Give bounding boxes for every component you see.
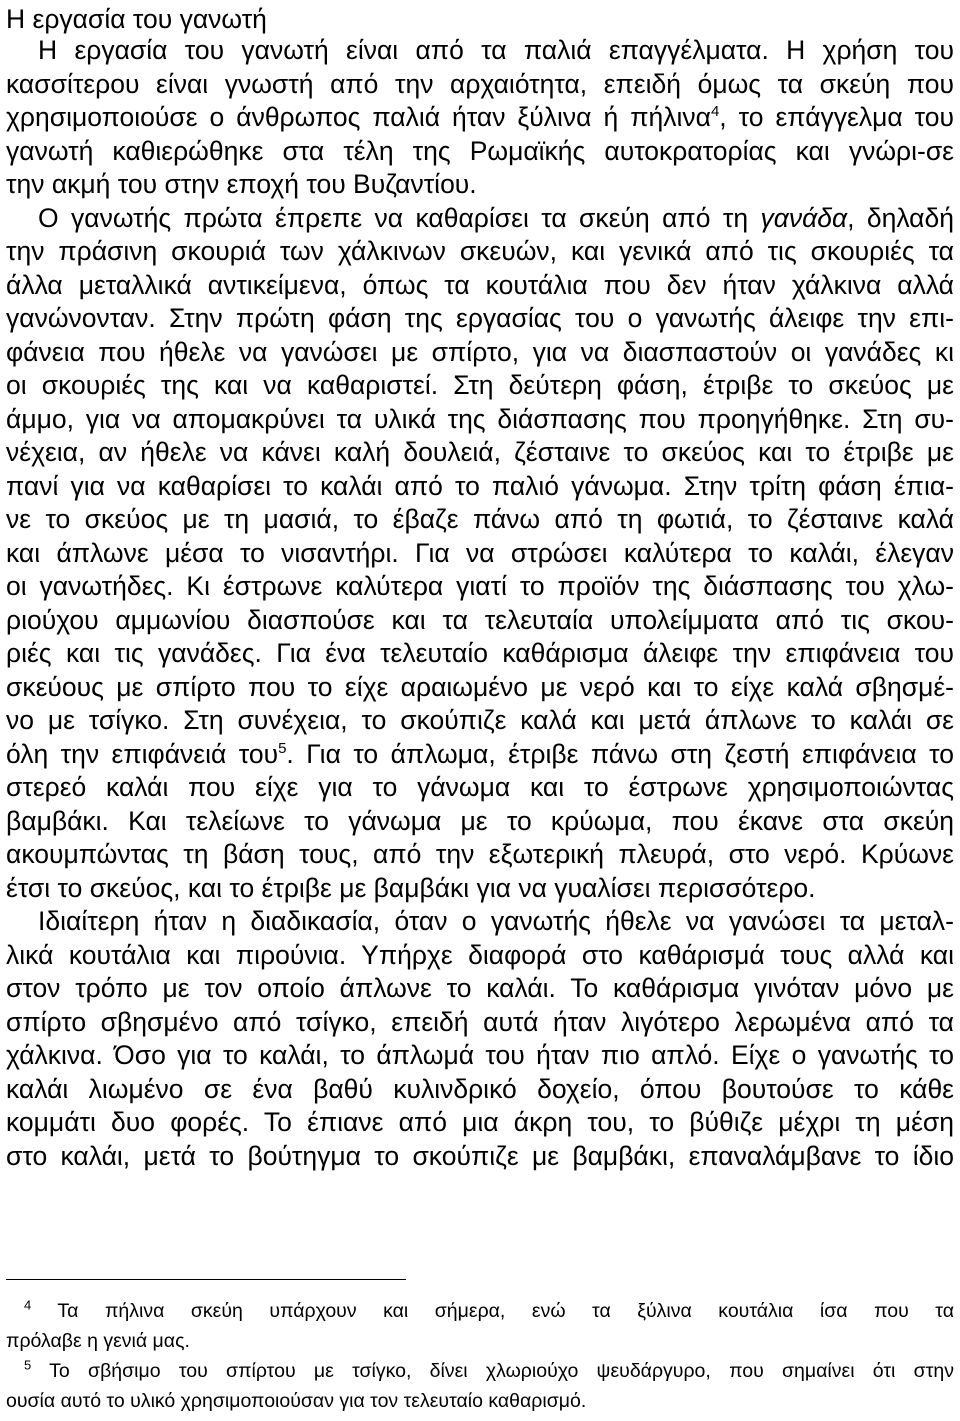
body-text: όλη την επιφάνειά του — [6, 738, 279, 769]
body-line: νε το σκεύος με τη μασιά, το έβαζε πάνω από τη φωτιά, το ζέσταινε καλά — [6, 504, 954, 534]
footnote-number: 4 — [24, 1297, 32, 1313]
footnote-text: Τα πήλινα σκεύη υπάρχουν και σήμερα, ενώ τα ξύλινα κουτάλια ίσα που τα — [57, 1300, 954, 1322]
italic-term: γανάδα — [760, 202, 848, 233]
footnote-ref-4: 4 — [710, 103, 720, 121]
body-line: οι γανωτήδες. Κι έστρωνε καλύτερα γιατί το προϊόν της διάσπασης του χλω- — [6, 571, 954, 601]
body-line — [6, 738, 954, 772]
body-line: πανί για να καθαρίσει το καλάι από το παλιό γάνωμα. Στην τρίτη φάση έπια- — [6, 470, 954, 501]
body-line: σκεύους με σπίρτο που το είχε αραιωμένο με νερό και το είχε καλά σβησμέ- — [6, 671, 954, 702]
body-line: νέχεια, αν ήθελε να κάνει καλή δουλειά, ζέσταινε το σκεύος και το έτριβε με — [6, 437, 954, 467]
body-line: γανωτή καθιερώθηκε στα τέλη της Ρωμαϊκής αυτοκρατορίας και γνώρι-σε — [6, 135, 954, 166]
footnote-number: 5 — [24, 1357, 32, 1373]
body-text: Ο γανωτής πρώτα έπρεπε να καθαρίσει τα σκεύη από τη — [38, 202, 749, 233]
body-line: την ακμή του στην εποχή του Βυζαντίου. — [6, 169, 477, 199]
footnote-5 — [6, 1356, 954, 1386]
footnote-5-continued: ουσία αυτό το υλικό χρησιμοποιούσαν για τον τελευταίο καθαρισμό. — [6, 1390, 587, 1412]
document-page — [6, 0, 954, 1173]
footnote-text: Το σβήσιμο του σπίρτου με τσίγκο, δίνει χλωριούχο ψευδάργυρο, που σημαίνει ότι στην — [49, 1360, 954, 1382]
body-line: νο με τσίγκο. Στη συνέχεια, το σκούπιζε καλά και μετά άπλωνε το καλάι σε — [6, 705, 954, 735]
body-line: στερεό καλάι που είχε για το γάνωμα και το έστρωνε χρησιμοποιώντας — [6, 772, 954, 802]
footnote-ref-5: 5 — [278, 739, 287, 757]
body-line: οι σκουριές της και να καθαριστεί. Στη δεύτερη φάση, έτριβε το σκεύος με — [6, 370, 954, 400]
body-text: , το επάγγελμα του — [719, 102, 954, 132]
body-line: στο καλάι, μετά το βούτηγμα το σκούπιζε με βαμβάκι, επαναλάμβανε το ίδιο — [6, 1140, 954, 1171]
body-line: κασσίτερου είναι γνωστή από την αρχαιότητα, επειδή όμως τα σκεύη που — [6, 68, 954, 99]
body-line: στον τρόπο με τον οποίο άπλωνε το καλάι. Το καθάρισμα γινόταν μόνο με — [6, 973, 954, 1003]
body-line: άμμο, για να απομακρύνει τα υλικά της διάσπασης που προηγήθηκε. Στη συ- — [6, 403, 954, 434]
body-text: χρησιμοποιούσε ο άνθρωπος παλιά ήταν ξύλινα ή πήλινα — [6, 102, 711, 132]
body-line: κομμάτι δυο φορές. Το έπιανε από μια άκρη του, το βύθιζε μέχρι τη μέση — [6, 1107, 954, 1137]
body-line: καλάι λιωμένο σε ένα βαθύ κυλινδρικό δοχείο, όπου βουτούσε το κάθε — [6, 1073, 954, 1104]
body-line — [6, 101, 954, 135]
body-line: άλλα μεταλλικά αντικείμενα, όπως τα κουτάλια που δεν ήταν χάλκινα αλλά — [6, 269, 954, 300]
body-line: ριές και τις γανάδες. Για ένα τελευταίο καθάρισμα άλειφε την επιφάνεια του — [6, 638, 954, 668]
body-line: γανώνονταν. Στην πρώτη φάση της εργασίας του ο γανωτής άλειφε την επι- — [6, 303, 954, 333]
body-line: Η εργασία του γανωτή είναι από τα παλιά επαγγέλματα. Η χρήση του — [38, 35, 954, 65]
body-line: χάλκινα. Όσο για το καλάι, το άπλωμά του ήταν πιο απλό. Είχε ο γανωτής το — [6, 1040, 954, 1070]
body-line: ριούχου αμμωνίου διασπούσε και τα τελευταία υπολείμματα από τις σκου- — [6, 604, 954, 635]
body-line: Ιδιαίτερη ήταν η διαδικασία, όταν ο γανωτής ήθελε να γανώσει τα μεταλ- — [38, 906, 954, 936]
body-line: και άπλωνε μέσα το νισαντήρι. Για να στρώσει καλύτερα το καλάι, έλεγαν — [6, 537, 954, 568]
body-line: ακουμπώντας τη βάση τους, από την εξωτερική πλευρά, στο νερό. Κρύωνε — [6, 839, 954, 869]
page-title: Η εργασία του γανωτή — [6, 4, 267, 34]
body-text: . Για το άπλωμα, έτριβε πάνω στη ζεστή επιφάνεια το — [286, 738, 954, 769]
body-line — [6, 202, 954, 236]
body-line: έτσι το σκεύος, και το έτριβε με βαμβάκι για να γυαλίσει περισσότερο. — [6, 872, 816, 903]
body-line: σπίρτο σβησμένο από τσίγκο, επειδή αυτά ήταν λιγότερο λερωμένα από τα — [6, 1006, 954, 1037]
footnote-separator — [6, 1279, 406, 1280]
footnote-4-continued: πρόλαβε η γενιά μας. — [6, 1330, 190, 1352]
body-text: , δηλαδή — [847, 202, 954, 233]
body-line: την πράσινη σκουριά των χάλκινων σκευών, και γενικά από τις σκουριές τα — [6, 236, 954, 266]
body-line: φάνεια που ήθελε να γανώσει με σπίρτο, για να διασπαστούν οι γανάδες κι — [6, 336, 954, 367]
body-line: λικά κουτάλια και πιρούνια. Υπήρχε διαφορά στο καθάρισμά τους αλλά και — [6, 939, 954, 970]
footnotes — [6, 1296, 954, 1416]
footnote-4 — [6, 1296, 954, 1326]
body-line: βαμβάκι. Και τελείωνε το γάνωμα με το κρύωμα, που έκανε στα σκεύη — [6, 805, 954, 836]
